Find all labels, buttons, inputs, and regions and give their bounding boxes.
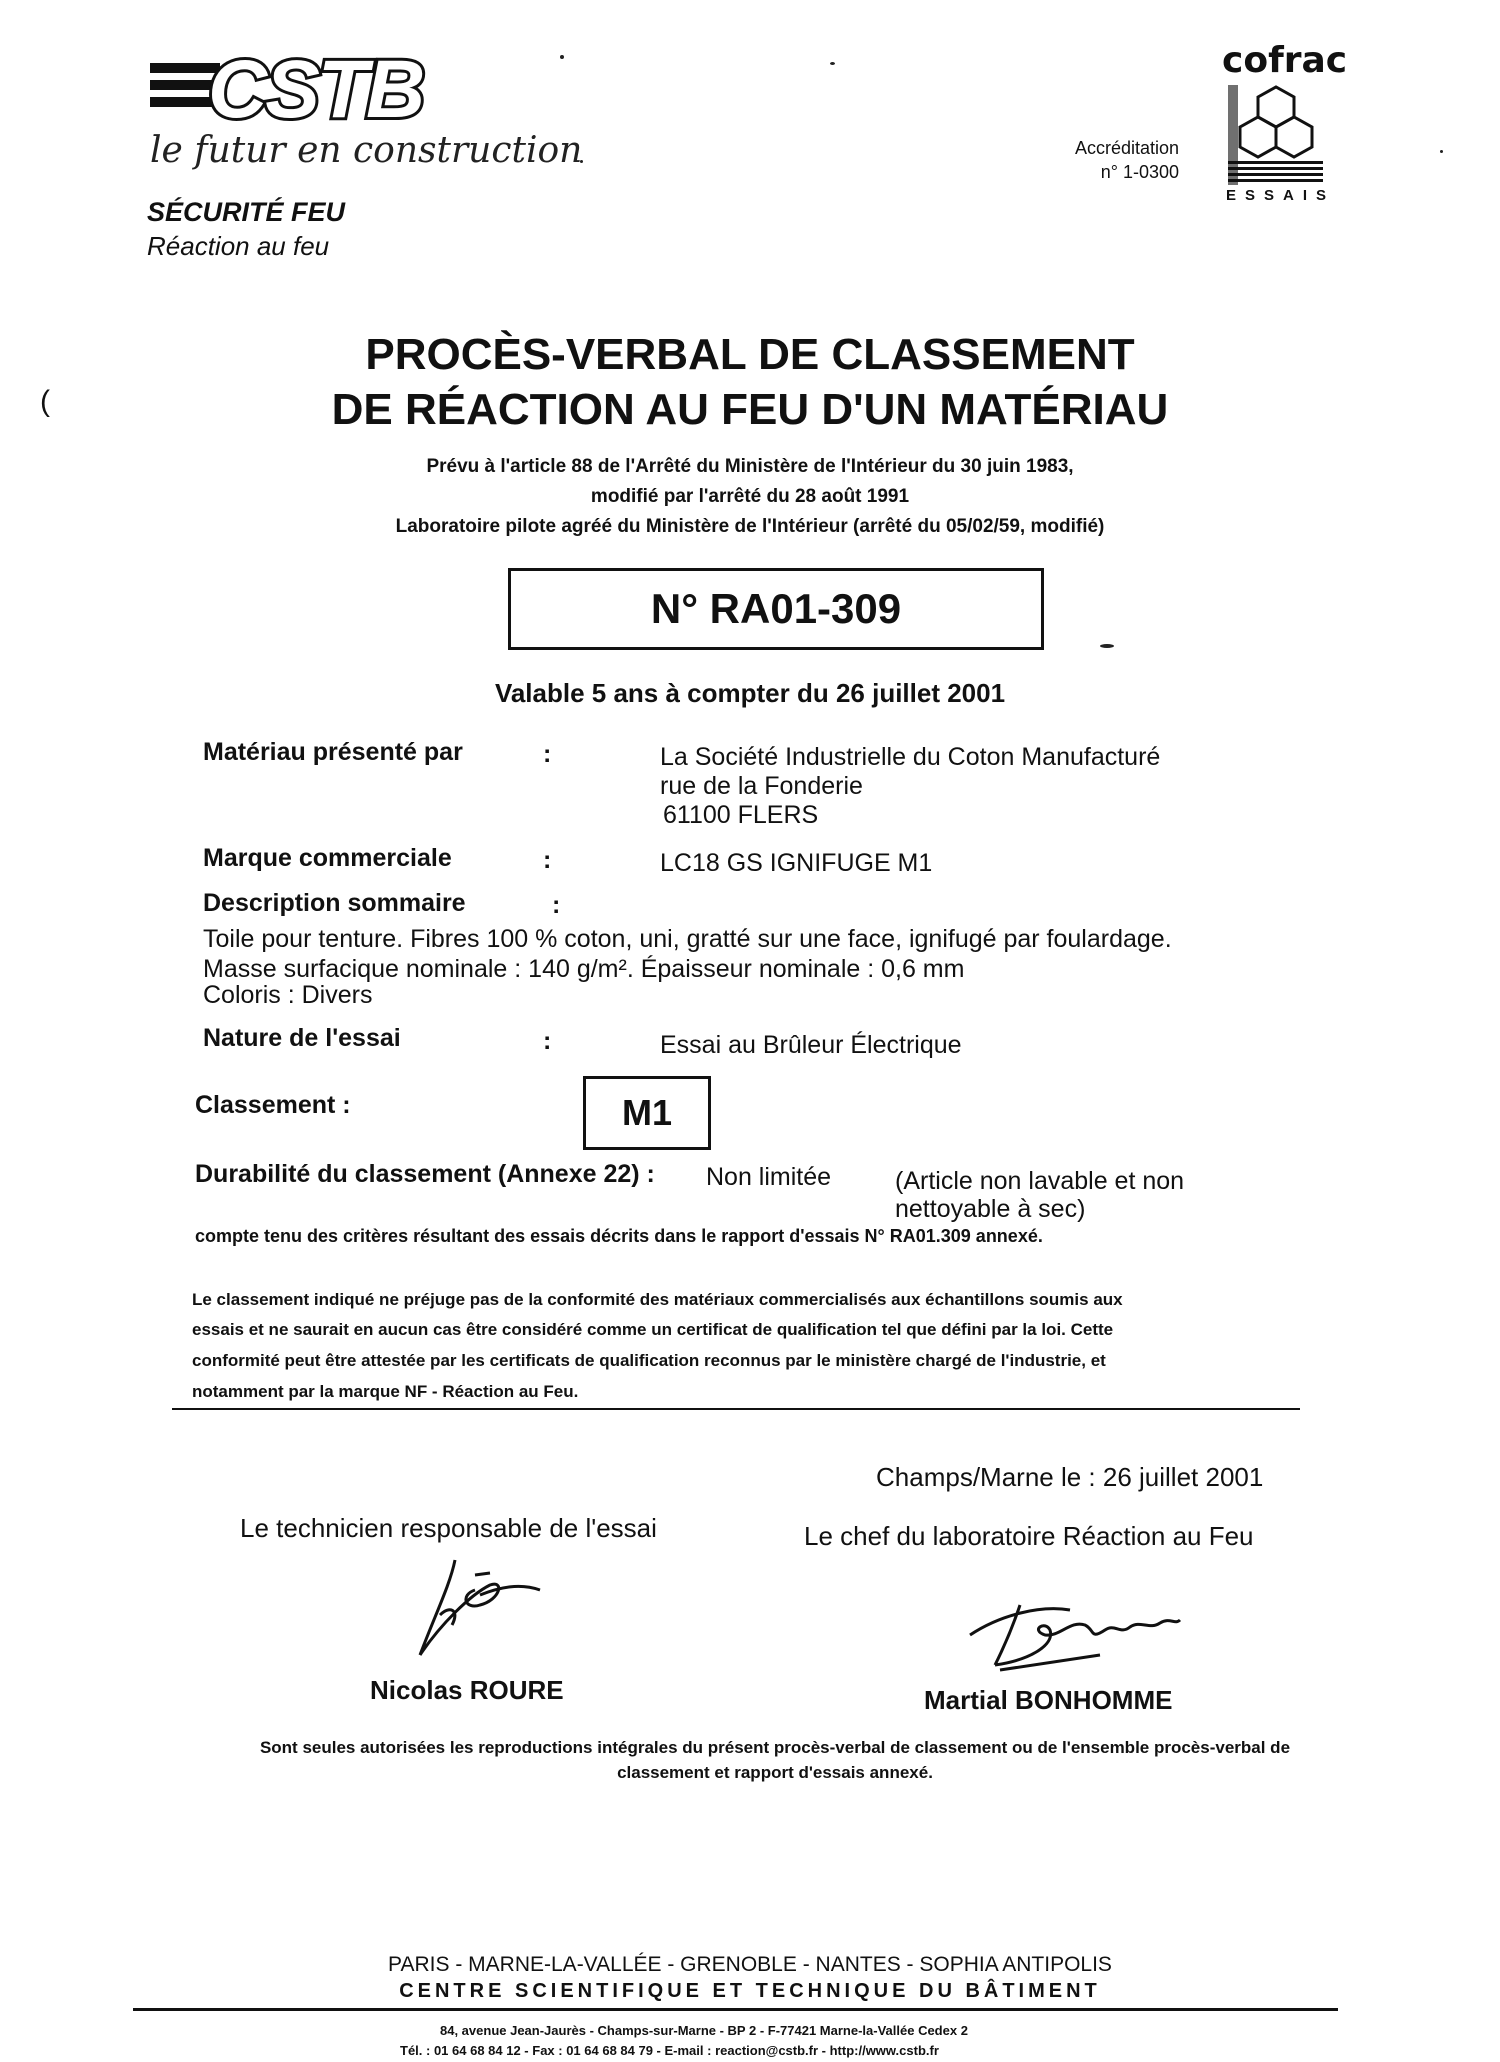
cofrac-hexagon-icon [1228, 85, 1323, 185]
place-date-text: Champs/Marne le : 26 juillet 2001 [876, 1462, 1264, 1492]
tagline: le futur en construction [150, 130, 583, 171]
lab-head-name: Martial BONHOMME [924, 1685, 1173, 1715]
durability-label: Durabilité du classement (Annexe 22) : [195, 1160, 655, 1188]
presented-by-city: 61100 FLERS [663, 801, 819, 829]
description-line-1: Toile pour tenture. Fibres 100 % coton, uni, gratté sur une face, ignifugé par foulardage. [203, 925, 1172, 953]
divider [172, 1408, 1300, 1410]
lab-head-signature [960, 1575, 1190, 1675]
scan-mark: ( [40, 385, 50, 418]
report-number: N° RA01-309 [508, 568, 1044, 650]
legal-line-4: notamment par la marque NF - Réaction au Feu. [192, 1382, 579, 1401]
scan-speck [830, 62, 835, 65]
logo-wordmark: CSTB [208, 44, 424, 135]
scan-speck [560, 55, 564, 59]
reproduction-line-1: Sont seules autorisées les reproductions intégrales du présent procès-verbal de classement ou de l'ensemble procès-verbal de [259, 1738, 1291, 1757]
field-colon: : [543, 846, 552, 874]
accreditation [1075, 136, 1179, 184]
legal-line-3: conformité peut être attestée par les certificats de qualification reconnus par le ministère chargé de l'industrie, et [192, 1351, 1106, 1370]
subtitle-line-1: Prévu à l'article 88 de l'Arrêté du Ministère de l'Intérieur du 30 juin 1983, [426, 456, 1074, 477]
technician-name: Nicolas ROURE [370, 1675, 564, 1705]
presented-by-street: rue de la Fonderie [660, 772, 863, 800]
field-colon: : [552, 891, 561, 919]
durability-value: Non limitée [706, 1163, 832, 1191]
presented-by-company: La Société Industrielle du Coton Manufacturé [660, 743, 1161, 771]
reproduction-line-2: classement et rapport d'essais annexé. [617, 1763, 933, 1782]
description-line-2: Masse surfacique nominale : 140 g/m². Épaisseur nominale : 0,6 mm [203, 955, 965, 983]
criteria-text: compte tenu des critères résultant des essais décrits dans le rapport d'essais N° RA01.309 annexé. [195, 1226, 1043, 1246]
field-colon: : [543, 1027, 552, 1055]
brand-value: LC18 GS IGNIFUGE M1 [660, 849, 933, 877]
accreditation-label: Accréditation [1075, 138, 1180, 158]
scan-speck [1100, 644, 1114, 648]
lab-head-title: Le chef du laboratoire Réaction au Feu [804, 1521, 1254, 1551]
department-subtitle: Réaction au feu [147, 231, 330, 261]
description-line-3: Coloris : Divers [203, 981, 373, 1009]
cofrac-logo-text: cofrac [1222, 40, 1348, 81]
footer-address: 84, avenue Jean-Jaurès - Champs-sur-Marne - BP 2 - F-77421 Marne-la-Vallée Cedex 2 [440, 2023, 968, 2038]
document-title-line-1: PROCÈS-VERBAL DE CLASSEMENT [365, 330, 1135, 379]
durability-note-2: nettoyable à sec) [895, 1195, 1086, 1223]
validity-statement: Valable 5 ans à compter du 26 juillet 2001 [494, 678, 1006, 708]
legal-line-2: essais et ne saurait en aucun cas être considéré comme un certificat de qualification tel que défini par la loi. Cette [192, 1320, 1114, 1339]
test-value: Essai au Brûleur Électrique [660, 1031, 962, 1059]
technician-signature [380, 1555, 560, 1665]
classement-label: Classement : [195, 1091, 351, 1119]
footer-telephone: Tél. : 01 64 68 84 12 - Fax : 01 64 68 84 79 - E-mail : reaction@cstb.fr - http://www.cstb.fr [400, 2043, 939, 2058]
scan-speck [1440, 150, 1443, 153]
cstb-logo [150, 44, 510, 135]
place-date [876, 1462, 1263, 1493]
footer-divider [133, 2008, 1338, 2011]
classement-value: M1 [583, 1076, 711, 1150]
footer-organization: CENTRE SCIENTIFIQUE ET TECHNIQUE DU BÂTIMENT [399, 1980, 1101, 2002]
footer-cities: PARIS - MARNE-LA-VALLÉE - GRENOBLE - NANTES - SOPHIA ANTIPOLIS [388, 1953, 1112, 1976]
technician-title: Le technicien responsable de l'essai [240, 1513, 657, 1543]
subtitle-line-2: modifié par l'arrêté du 28 août 1991 [590, 486, 910, 507]
test-label: Nature de l'essai [203, 1024, 401, 1052]
subtitle-line-3: Laboratoire pilote agréé du Ministère de l'Intérieur (arrêté du 05/02/59, modifié) [395, 516, 1105, 537]
brand-label: Marque commerciale [203, 844, 452, 872]
accreditation-number: n° 1-0300 [1100, 162, 1180, 182]
cofrac-essais-label: ESSAIS [1226, 187, 1336, 204]
document-title-line-2: DE RÉACTION AU FEU D'UN MATÉRIAU [331, 385, 1169, 434]
presented-by-label: Matériau présenté par [203, 738, 463, 766]
legal-line-1: Le classement indiqué ne préjuge pas de la conformité des matériaux commercialisés aux échantillons soumis aux [192, 1290, 1123, 1309]
department-title: SÉCURITÉ FEU [147, 197, 346, 227]
field-colon: : [543, 740, 552, 768]
durability-note-1: (Article non lavable et non [895, 1167, 1185, 1195]
description-label: Description sommaire [203, 889, 466, 917]
